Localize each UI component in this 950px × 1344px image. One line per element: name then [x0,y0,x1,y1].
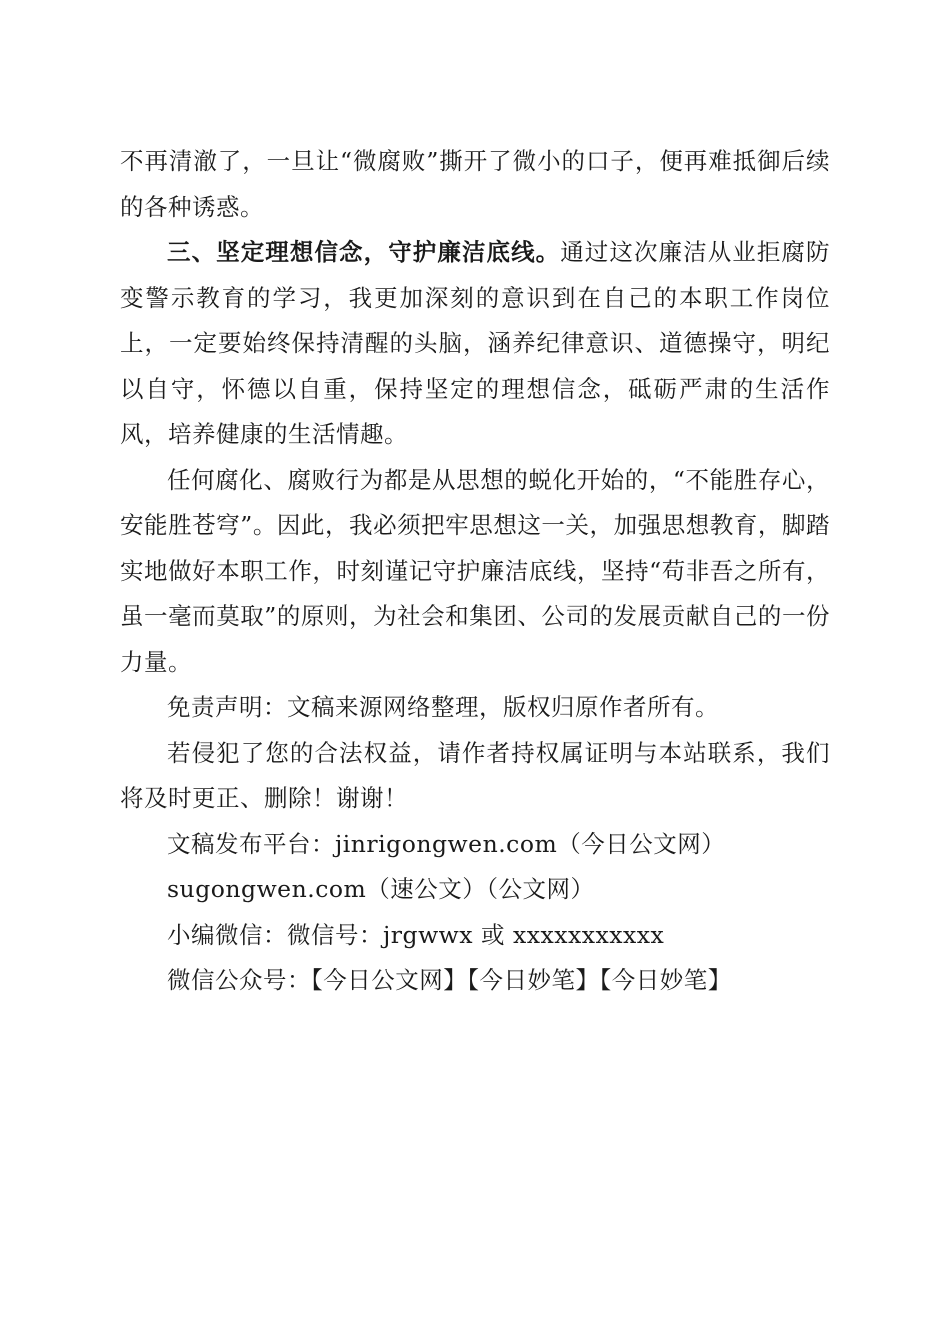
platform-line: 文稿发布平台：jinrigongwen.com（今日公文网） [167,829,726,858]
infringement-notice: 若侵犯了您的合法权益，请作者持权属证明与本站联系，我们将及时更正、删除！谢谢！ [120,738,830,812]
disclaimer-text: 免责声明：文稿来源网络整理，版权归原作者所有。 [167,693,719,721]
section-heading: 三、坚定理想信念，守护廉洁底线。 [167,238,561,266]
document-body [120,139,830,1004]
wechat-editor-line: 小编微信：微信号：jrgwwx 或 xxxxxxxxxxx [167,920,665,949]
wechat-public-line: 微信公众号：【今日公文网】【今日妙笔】【今日妙笔】 [167,966,732,994]
sugongwen-line: sugongwen.com（速公文）（公文网） [167,875,595,903]
paragraph-continued: 不再清澈了，一旦让“微腐败”撕开了微小的口子，便再难抵御后续的各种诱惑。 [120,147,830,221]
paragraph-section-three [120,230,830,458]
paragraph-conclusion: 任何腐化、腐败行为都是从思想的蜕化开始的，“不能胜存心，安能胜苍穹”。因此，我必须把牢思想这一关，加强思想教育，脚踏实地做好本职工作，时刻谨记守护廉洁底线，坚持“苟非吾之所有，虽一毫而莫取”的原则，为社会和集团、公司的发展贡献自己的一份力量。 [120,465,830,676]
section-body: 通过这次廉洁从业拒腐防变警示教育的学习，我更加深刻的意识到在自己的本职工作岗位上，一定要始终保持清醒的头脑，涵养纪律意识、道德操守，明纪以自守，怀德以自重，保持坚定的理想信念，砥砺严肃的生活作风，培养健康的生活情趣。 [120,238,831,448]
